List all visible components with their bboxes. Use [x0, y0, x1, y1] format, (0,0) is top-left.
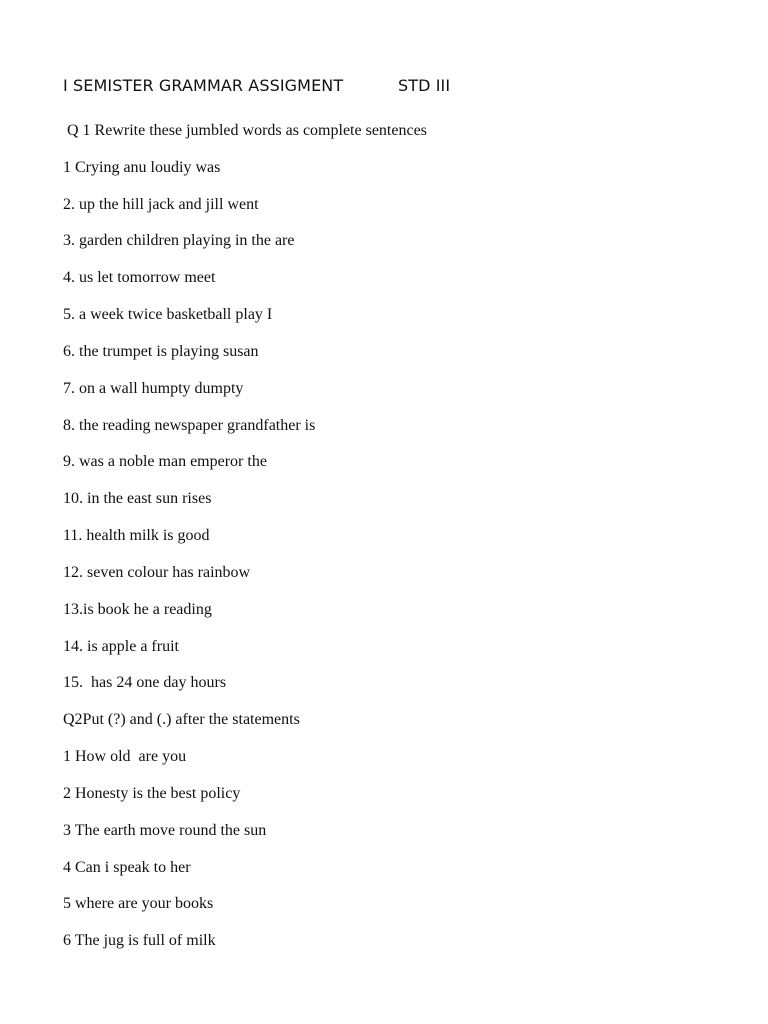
question-1-item: 6. the trumpet is playing susan	[63, 343, 259, 360]
question-1-item: 8. the reading newspaper grandfather is	[63, 417, 316, 434]
question-1-item: 12. seven colour has rainbow	[63, 564, 251, 581]
question-1-item: 9. was a noble man emperor the	[63, 453, 267, 470]
question-1-heading: Q 1 Rewrite these jumbled words as complete sentences	[67, 122, 427, 139]
question-1-item: 13.is book he a reading	[63, 601, 212, 618]
question-2-item: 6 The jug is full of milk	[63, 932, 216, 949]
question-1-item: 14. is apple a fruit	[63, 638, 179, 655]
question-1-item: 10. in the east sun rises	[63, 490, 212, 507]
question-2-heading: Q2Put (?) and (.) after the statements	[63, 711, 300, 728]
question-1-item: 3. garden children playing in the are	[63, 232, 295, 249]
question-2-item: 5 where are your books	[63, 895, 214, 912]
question-2-item: 4 Can i speak to her	[63, 859, 191, 876]
question-2-item: 1 How old are you	[63, 748, 187, 765]
class-label: STD III	[398, 76, 451, 95]
question-1-item: 11. health milk is good	[63, 527, 210, 544]
question-1-item: 2. up the hill jack and jill went	[63, 196, 259, 213]
question-1-item: 1 Crying anu loudiy was	[63, 159, 221, 176]
question-1-item: 15. has 24 one day hours	[63, 674, 227, 691]
question-1-item: 5. a week twice basketball play I	[63, 306, 273, 323]
question-2-item: 3 The earth move round the sun	[63, 822, 267, 839]
assignment-title: I SEMISTER GRAMMAR ASSIGMENT	[63, 76, 344, 95]
question-1-item: 4. us let tomorrow meet	[63, 269, 216, 286]
question-2-item: 2 Honesty is the best policy	[63, 785, 241, 802]
document-title	[63, 76, 451, 95]
question-1-item: 7. on a wall humpty dumpty	[63, 380, 244, 397]
